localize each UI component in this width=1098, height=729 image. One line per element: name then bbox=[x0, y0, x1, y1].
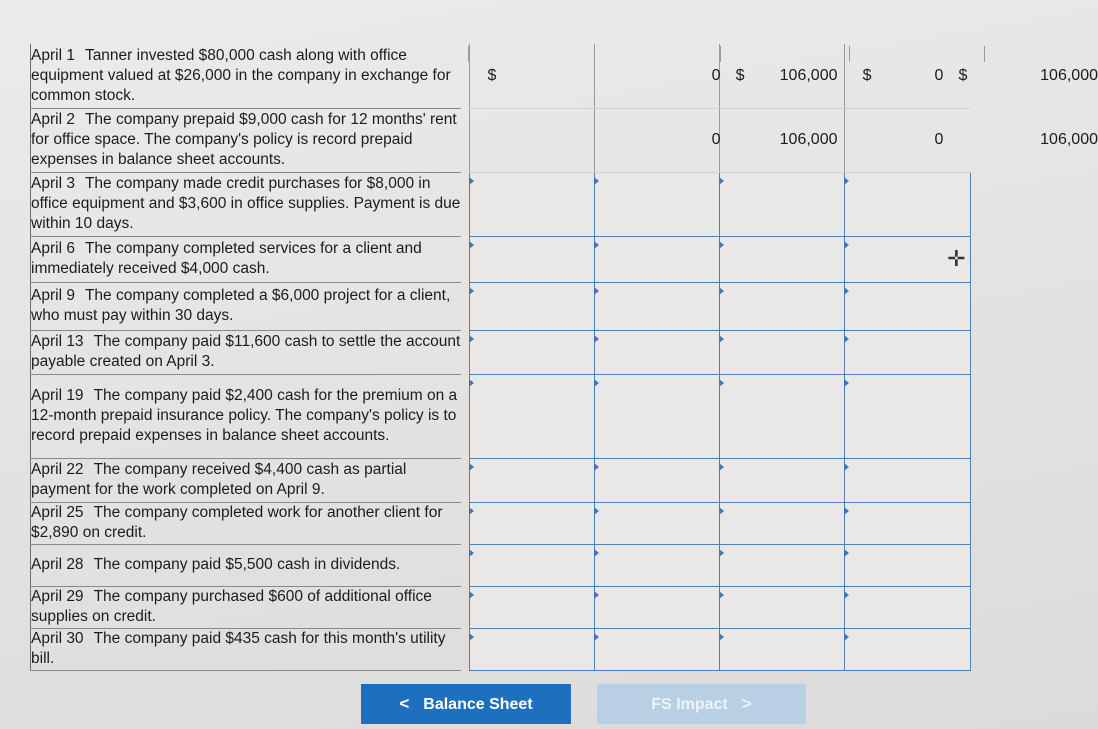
total-cell bbox=[719, 108, 844, 172]
entry-input-cell[interactable] bbox=[469, 628, 594, 670]
transaction-date: April 6 bbox=[31, 240, 75, 257]
table-row bbox=[31, 458, 971, 502]
transaction-description bbox=[31, 458, 461, 502]
entry-input-cell[interactable] bbox=[719, 282, 844, 330]
cash-cell bbox=[469, 44, 594, 108]
entry-input-cell[interactable] bbox=[469, 374, 594, 458]
entry-input-cell[interactable] bbox=[844, 330, 970, 374]
entry-input-cell[interactable] bbox=[469, 330, 594, 374]
table-row bbox=[31, 44, 971, 108]
transaction-date: April 28 bbox=[31, 556, 84, 573]
transaction-date: April 30 bbox=[31, 630, 84, 647]
table-row bbox=[31, 172, 971, 236]
entry-input-cell[interactable] bbox=[594, 282, 719, 330]
transaction-text: The company paid $11,600 cash to settle the account payable created on April 3. bbox=[31, 333, 461, 370]
entry-input-cell[interactable] bbox=[844, 628, 970, 670]
cell-value: 0 bbox=[711, 131, 721, 148]
transaction-description bbox=[31, 282, 461, 330]
total-cell bbox=[719, 44, 872, 108]
transaction-date: April 9 bbox=[31, 287, 75, 304]
transaction-text: The company paid $5,500 cash in dividends. bbox=[93, 556, 401, 573]
dollar-sign: $ bbox=[958, 66, 968, 84]
fs-impact-next-button[interactable] bbox=[597, 684, 806, 724]
cell-value: 0 bbox=[934, 66, 944, 84]
entry-input-cell[interactable] bbox=[594, 502, 719, 544]
entry-input-cell[interactable] bbox=[594, 172, 719, 236]
entry-input-cell[interactable] bbox=[594, 374, 719, 458]
transaction-description bbox=[31, 44, 461, 108]
table-row bbox=[31, 628, 971, 670]
entry-input-cell[interactable] bbox=[719, 330, 844, 374]
transaction-date: April 19 bbox=[31, 387, 84, 404]
dollar-sign: $ bbox=[862, 66, 872, 84]
transaction-text: The company completed services for a client and immediately received $4,000 cash. bbox=[31, 240, 422, 277]
worksheet-table bbox=[30, 44, 1098, 671]
table-row bbox=[31, 236, 971, 282]
table-row bbox=[31, 330, 971, 374]
entry-input-cell[interactable] bbox=[719, 172, 844, 236]
transaction-description bbox=[31, 628, 461, 670]
chevron-right-icon: > bbox=[741, 694, 752, 713]
transaction-description bbox=[31, 586, 461, 628]
transaction-text: The company paid $2,400 cash for the premium on a 12-month prepaid insurance policy. The company's policy is to record prepaid expenses in balance sheet accounts. bbox=[31, 387, 458, 444]
entry-input-cell[interactable] bbox=[844, 236, 970, 282]
table-row bbox=[31, 282, 971, 330]
table-row bbox=[31, 502, 971, 544]
entry-input-cell[interactable] bbox=[469, 502, 594, 544]
table-row bbox=[31, 108, 971, 172]
entry-input-cell[interactable] bbox=[719, 374, 844, 458]
entry-input-cell[interactable] bbox=[719, 236, 844, 282]
entry-input-cell[interactable] bbox=[469, 282, 594, 330]
entry-input-cell[interactable] bbox=[719, 544, 844, 586]
balance-sheet-label: Balance Sheet bbox=[423, 696, 533, 713]
transaction-description bbox=[31, 108, 461, 172]
cash-cell bbox=[469, 108, 594, 172]
entry-input-cell[interactable] bbox=[844, 374, 970, 458]
cell-value: 106,000 bbox=[779, 66, 838, 84]
entry-input-cell[interactable] bbox=[594, 628, 719, 670]
transaction-text: The company completed a $6,000 project for a client, who must pay within 30 days. bbox=[31, 287, 451, 324]
transaction-date: April 13 bbox=[31, 333, 84, 350]
equity-cell bbox=[844, 108, 1098, 172]
balance-sheet-back-button[interactable] bbox=[361, 684, 571, 724]
entry-input-cell[interactable] bbox=[469, 586, 594, 628]
transaction-text: The company purchased $600 of additional office supplies on credit. bbox=[31, 588, 432, 625]
entry-input-cell[interactable] bbox=[594, 330, 719, 374]
fs-impact-label: FS Impact bbox=[651, 696, 728, 713]
cell-value: 106,000 bbox=[1040, 131, 1098, 148]
table-row bbox=[31, 544, 971, 586]
cell-value: 106,000 bbox=[779, 131, 838, 148]
move-cursor-icon: ✛ bbox=[947, 246, 966, 271]
entry-input-cell[interactable] bbox=[594, 586, 719, 628]
transaction-text: The company made credit purchases for $8,000 in office equipment and $3,600 in office supplies. Payment is due within 10 days. bbox=[31, 175, 461, 232]
balance-cell bbox=[594, 108, 719, 172]
transaction-text: The company prepaid $9,000 cash for 12 months' rent for office space. The company's policy is record prepaid expenses in balance sheet accounts. bbox=[31, 111, 457, 168]
entry-input-cell[interactable] bbox=[844, 172, 970, 236]
transaction-text: Tanner invested $80,000 cash along with office equipment valued at $26,000 in the company in exchange for common stock. bbox=[31, 46, 451, 104]
entry-input-cell[interactable] bbox=[719, 502, 844, 544]
entry-input-cell[interactable] bbox=[844, 458, 970, 502]
transaction-date: April 2 bbox=[31, 111, 75, 128]
transaction-description bbox=[31, 236, 461, 282]
dollar-sign: $ bbox=[487, 66, 497, 84]
transaction-description bbox=[31, 330, 461, 374]
transaction-text: The company received $4,400 cash as partial payment for the work completed on April 9. bbox=[31, 461, 407, 498]
transaction-worksheet bbox=[30, 44, 1098, 680]
entry-input-cell[interactable] bbox=[719, 458, 844, 502]
transaction-description bbox=[31, 544, 461, 586]
entry-input-cell[interactable] bbox=[469, 172, 594, 236]
entry-input-cell[interactable] bbox=[719, 628, 844, 670]
entry-input-cell[interactable] bbox=[844, 502, 970, 544]
cell-value: 0 bbox=[711, 66, 721, 84]
entry-input-cell[interactable] bbox=[469, 236, 594, 282]
entry-input-cell[interactable] bbox=[594, 458, 719, 502]
cell-value: 0 bbox=[934, 131, 944, 148]
table-row bbox=[31, 374, 971, 458]
entry-input-cell[interactable] bbox=[844, 282, 970, 330]
transaction-description bbox=[31, 502, 461, 544]
balance-cell bbox=[594, 44, 745, 108]
dollar-sign: $ bbox=[735, 66, 745, 84]
transaction-date: April 3 bbox=[31, 175, 75, 192]
entry-input-cell[interactable] bbox=[844, 544, 970, 586]
equity-cell bbox=[844, 44, 1098, 108]
cell-value: 106,000 bbox=[1040, 66, 1098, 84]
transaction-date: April 25 bbox=[31, 504, 84, 521]
transaction-description bbox=[31, 374, 461, 458]
transaction-description bbox=[31, 172, 461, 236]
entry-input-cell[interactable] bbox=[469, 458, 594, 502]
entry-input-cell[interactable] bbox=[469, 544, 594, 586]
entry-input-cell[interactable] bbox=[844, 586, 970, 628]
entry-input-cell[interactable] bbox=[594, 236, 719, 282]
entry-input-cell[interactable] bbox=[594, 544, 719, 586]
transaction-text: The company paid $435 cash for this month's utility bill. bbox=[31, 630, 446, 667]
chevron-left-icon: < bbox=[399, 694, 410, 713]
transaction-text: The company completed work for another client for $2,890 on credit. bbox=[31, 504, 443, 541]
table-row bbox=[31, 586, 971, 628]
transaction-date: April 29 bbox=[31, 588, 84, 605]
entry-input-cell[interactable] bbox=[719, 586, 844, 628]
transaction-date: April 1 bbox=[31, 46, 75, 64]
transaction-date: April 22 bbox=[31, 461, 84, 478]
